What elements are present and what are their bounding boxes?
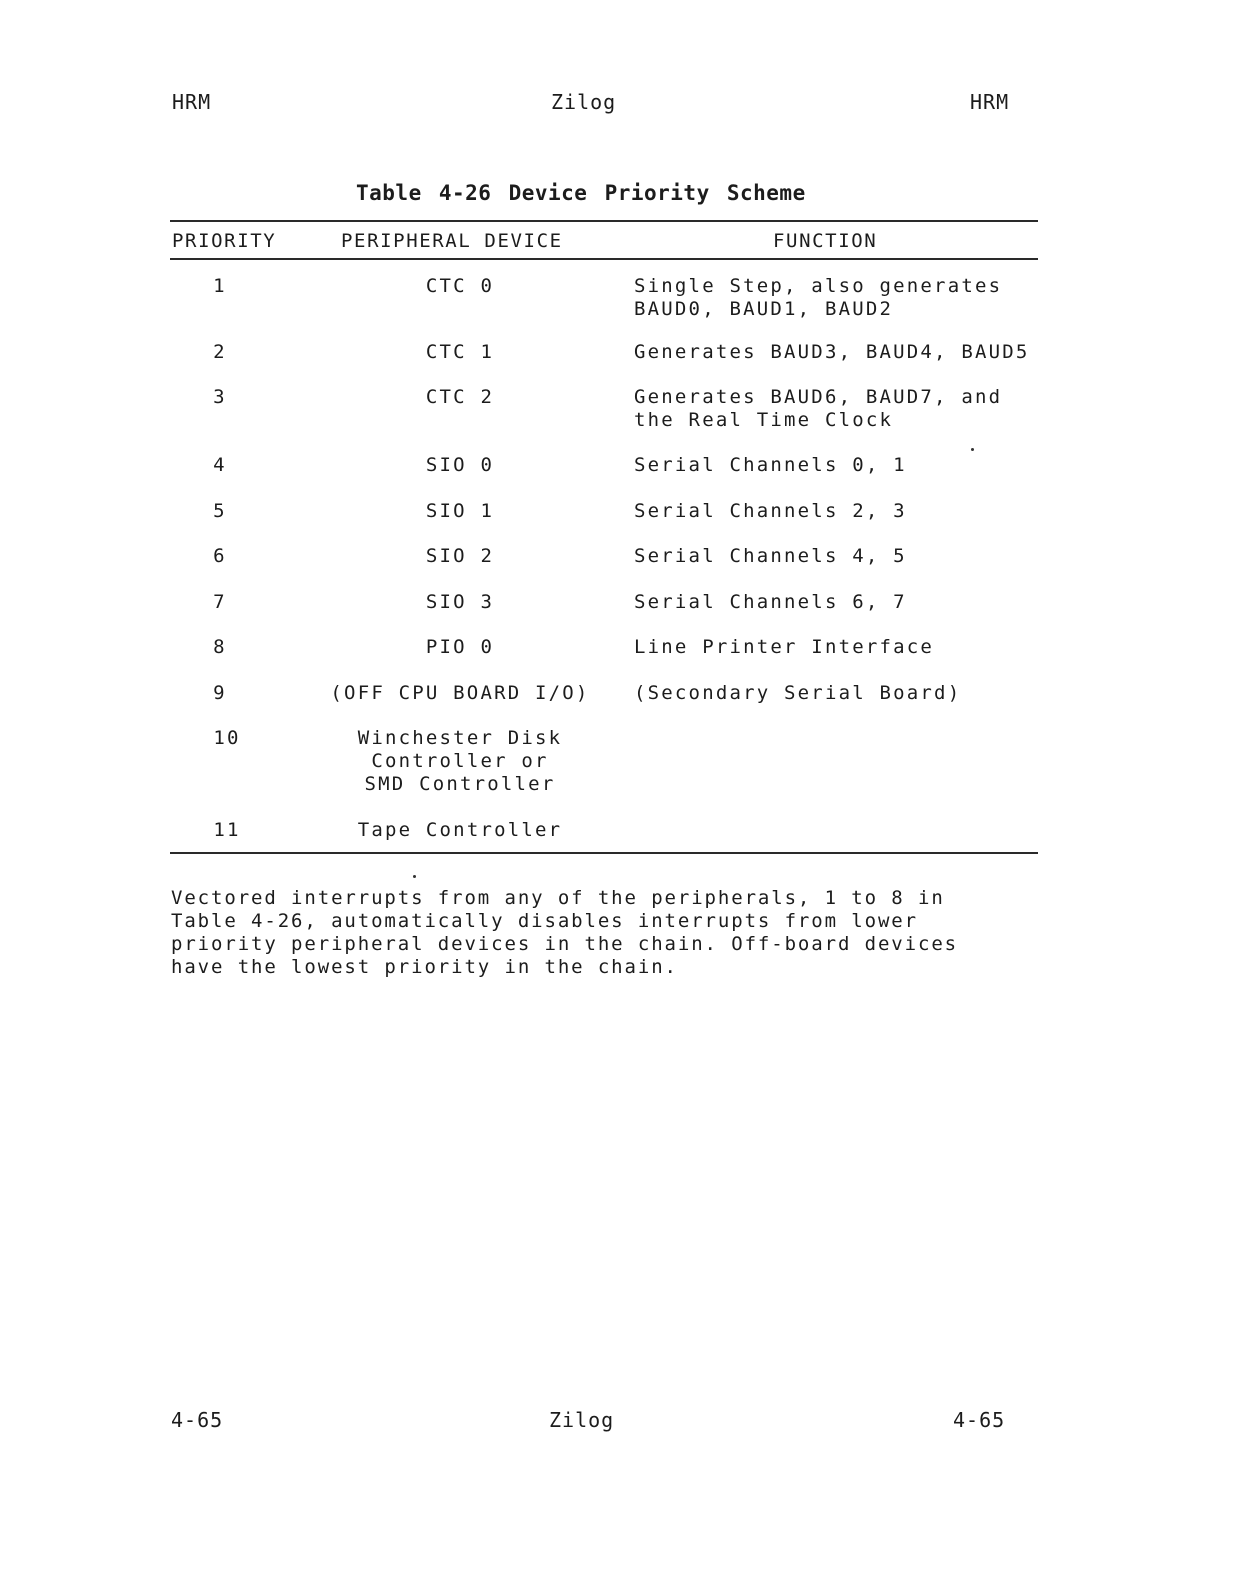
row-7-device-line: SIO 3 [425, 591, 495, 613]
row-5-function [634, 500, 907, 523]
row-2-priority: 2 [213, 341, 227, 363]
row-11-priority: 11 [213, 819, 241, 841]
row-9-function-line: (Secondary Serial Board) [634, 682, 962, 704]
row-10-device-line: Winchester Disk [357, 727, 563, 749]
table-title: Table 4-26 Device Priority Scheme [356, 181, 806, 205]
row-3-device [300, 386, 620, 409]
row-3-priority: 3 [213, 386, 227, 408]
row-11-device-line: Tape Controller [357, 819, 563, 841]
row-1-priority: 1 [213, 275, 227, 297]
row-1-function-line: BAUD0, BAUD1, BAUD2 [634, 298, 894, 320]
column-header-device: PERIPHERAL DEVICE [341, 230, 563, 252]
row-2-function-line: Generates BAUD3, BAUD4, BAUD5 [634, 341, 1030, 363]
row-5-priority: 5 [213, 500, 227, 522]
row-8-function [634, 636, 934, 659]
row-4-device-line: SIO 0 [425, 454, 495, 476]
body-paragraph [171, 887, 1021, 979]
table-bottom-rule [170, 852, 1038, 854]
header-left: HRM [172, 90, 212, 114]
row-3-function-line: Generates BAUD6, BAUD7, and [634, 386, 1003, 408]
row-11-device [300, 819, 620, 842]
column-header-function: FUNCTION [773, 230, 878, 252]
paragraph-line: priority peripheral devices in the chain. Off-board devices [171, 933, 958, 955]
header-right: HRM [970, 90, 1010, 114]
scan-speck [971, 448, 974, 451]
row-8-function-line: Line Printer Interface [634, 636, 935, 658]
row-6-function-line: Serial Channels 4, 5 [634, 545, 907, 567]
row-2-device-line: CTC 1 [425, 341, 495, 363]
row-9-function [634, 682, 961, 705]
row-6-priority: 6 [213, 545, 227, 567]
row-3-device-line: CTC 2 [425, 386, 495, 408]
row-2-function [634, 341, 1030, 364]
table-top-rule [170, 220, 1038, 222]
row-7-function-line: Serial Channels 6, 7 [634, 591, 907, 613]
header-center: Zilog [551, 90, 617, 114]
scan-speck [413, 875, 416, 878]
row-6-device [300, 545, 620, 568]
paragraph-line: have the lowest priority in the chain. [171, 956, 678, 978]
row-4-priority: 4 [213, 454, 227, 476]
paragraph-line: Vectored interrupts from any of the peripherals, 1 to 8 in [171, 887, 945, 909]
row-8-device [300, 636, 620, 659]
row-3-function-line: the Real Time Clock [634, 409, 894, 431]
row-6-function [634, 545, 907, 568]
row-10-priority: 10 [213, 727, 241, 749]
row-10-device [300, 727, 620, 796]
row-9-priority: 9 [213, 682, 227, 704]
table-header-rule [170, 258, 1038, 260]
row-3-function [634, 386, 1002, 432]
footer-center: Zilog [549, 1408, 615, 1432]
row-4-device [300, 454, 620, 477]
row-1-function [634, 275, 1002, 321]
row-6-device-line: SIO 2 [425, 545, 495, 567]
row-5-device-line: SIO 1 [425, 500, 495, 522]
row-7-function [634, 591, 907, 614]
row-10-device-line: SMD Controller [364, 773, 556, 795]
row-8-device-line: PIO 0 [425, 636, 495, 658]
row-7-priority: 7 [213, 591, 227, 613]
row-2-device [300, 341, 620, 364]
row-4-function-line: Serial Channels 0, 1 [634, 454, 907, 476]
row-1-function-line: Single Step, also generates [634, 275, 1003, 297]
row-5-function-line: Serial Channels 2, 3 [634, 500, 907, 522]
row-9-device-line: (OFF CPU BOARD I/O) [330, 682, 590, 704]
row-7-device [300, 591, 620, 614]
footer-left: 4-65 [171, 1408, 224, 1432]
paragraph-line: Table 4-26, automatically disables interrupts from lower [171, 910, 918, 932]
row-9-device [300, 682, 620, 705]
row-10-device-line: Controller or [371, 750, 549, 772]
column-header-priority: PRIORITY [172, 230, 277, 252]
row-1-device-line: CTC 0 [425, 275, 495, 297]
row-5-device [300, 500, 620, 523]
footer-right: 4-65 [953, 1408, 1006, 1432]
row-1-device [300, 275, 620, 298]
row-4-function [634, 454, 907, 477]
row-8-priority: 8 [213, 636, 227, 658]
